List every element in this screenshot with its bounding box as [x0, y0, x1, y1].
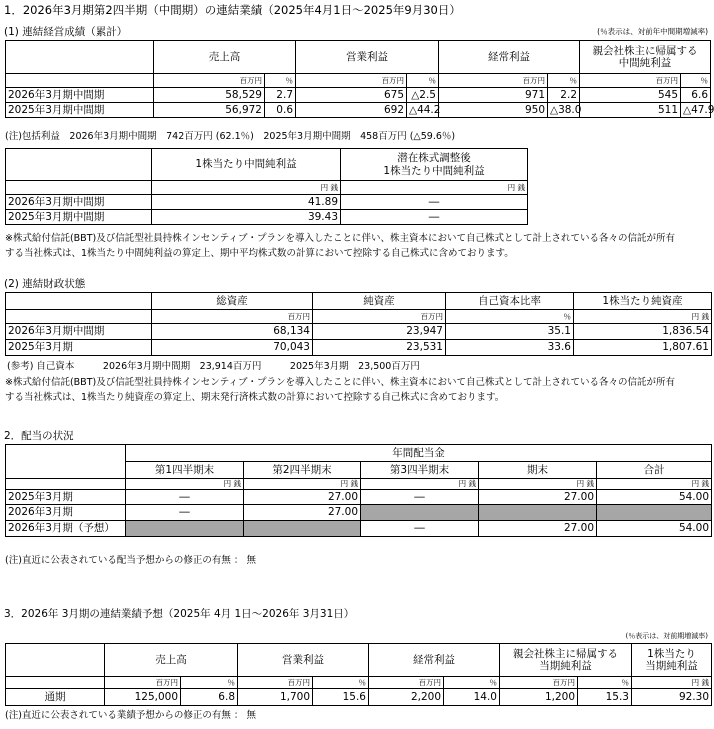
dividend-forecast-note: (注)直近に公表されている配当予想からの修正の有無 ： 無	[5, 555, 256, 566]
header-sales: 売上高	[105, 644, 238, 677]
table-row: 2026年3月期中間期 41.89 ―	[6, 195, 528, 210]
forecast-title: 3．2026年 3月期の連結業績予想（2025年 4月 1日～2026年 3月31日）	[4, 608, 355, 620]
header-eps: 1株当たり 当期純利益	[632, 644, 712, 677]
forecast-table: 売上高 営業利益 経常利益 親会社株主に帰属する 当期純利益 1株当たり 当期純利益 百万円 ％ 百万円 ％ 百万円 ％ 百万円 ％ 円 銭 通期 125,000 6.8 1,700 15.6 2,200 14.0 1,200 15.3 92.30	[5, 643, 712, 706]
bps-note-line-2: する当社株式は、1株当たり純資産の算定上、期末発行済株式数の計算において控除する自己株式に含めております。	[5, 392, 505, 403]
eps-note-line-1: ※株式給付信託(BBT)及び信託型社員持株インセンティブ・プランを導入したことに伴い、株主資本において自己株式として計上されている各々の信託が所有	[5, 233, 675, 244]
bps-note-line-1: ※株式給付信託(BBT)及び信託型社員持株インセンティブ・プランを導入したことに伴い、株主資本において自己株式として計上されている各々の信託が所有	[5, 377, 675, 388]
forecast-percent-note: (％表示は、対前期増減率)	[625, 632, 708, 640]
eps-table: 1株当たり中間純利益 潜在株式調整後 1株当たり中間純利益 円 銭 円 銭 2026年3月期中間期 41.89 ― 2025年3月期中間期 39.43 ―	[5, 148, 528, 225]
table-row: 2026年3月期中間期 68,134 23,947 35.1 1,836.54	[6, 324, 712, 340]
financial-position-subtitle: (2) 連結財政状態	[4, 278, 86, 290]
table-row: 2026年3月期 ― 27.00	[6, 505, 712, 521]
equity-reference-note: (参考) 自己資本 2026年3月期中間期 23,914百万円 2025年3月期 23,500百万円	[7, 361, 420, 372]
operating-results-subtitle: (1) 連結経営成績（累計）	[4, 26, 128, 38]
dividends-title: 2．配当の状況	[4, 430, 74, 442]
table-row: 通期 125,000 6.8 1,700 15.6 2,200 14.0 1,200 15.3 92.30	[6, 689, 712, 706]
section-1-title: 1．2026年3月期第2四半期（中間期）の連結業績（2025年4月1日～2025年9月30日）	[4, 3, 461, 17]
operating-results-table: 売上高 営業利益 経常利益 親会社株主に帰属する 中間純利益 百万円 ％ 百万円 ％ 百万円 ％ 百万円 ％ 2026年3月期中間期 58,529 2.7 675 △2.5 971 2.2 545 6.6 2025年3月期中間期 56,972 0.6 692 △44.2 950 △38.0 511 △47.9	[5, 40, 711, 118]
header-diluted-eps: 潜在株式調整後 1株当たり中間純利益	[341, 149, 528, 181]
header-total-assets: 総資産	[152, 293, 313, 310]
table-row: 2025年3月期中間期 39.43 ―	[6, 210, 528, 225]
header-operating-income: 営業利益	[296, 41, 439, 74]
header-eps: 1株当たり中間純利益	[152, 149, 341, 181]
header-ordinary-income: 経常利益	[369, 644, 500, 677]
header-bps: 1株当たり純資産	[574, 293, 712, 310]
percent-note: (％表示は、対前年中間期増減率)	[597, 27, 708, 36]
header-q2: 第2四半期末	[244, 462, 361, 479]
table-row: 2026年3月期（予想） ― 27.00 54.00	[6, 521, 712, 537]
header-equity-ratio: 自己資本比率	[446, 293, 574, 310]
header-net-assets: 純資産	[313, 293, 446, 310]
table-row: 2026年3月期中間期 58,529 2.7 675 △2.5 971 2.2 545 6.6	[6, 88, 711, 103]
dividends-table: 年間配当金 第1四半期末 第2四半期末 第3四半期末 期末 合計 円 銭 円 銭 円 銭 円 銭 円 銭 2025年3月期 ― 27.00 ― 27.00 54.00 2026年3月期 ― 27.00 2026年3月期（予想） ― 27.00 54.00	[5, 444, 712, 537]
header-annual-dividend: 年間配当金	[126, 445, 712, 462]
earnings-forecast-note: (注)直近に公表されている業績予想からの修正の有無 ： 無	[5, 710, 256, 721]
financial-position-table: 総資産 純資産 自己資本比率 1株当たり純資産 百万円 百万円 ％ 円 銭 2026年3月期中間期 68,134 23,947 35.1 1,836.54 2025年3月期 70,043 23,531 33.6 1,807.61	[5, 292, 712, 356]
header-ordinary-income: 経常利益	[439, 41, 580, 74]
header-sales: 売上高	[154, 41, 296, 74]
table-row: 2025年3月期 ― 27.00 ― 27.00 54.00	[6, 490, 712, 505]
header-net-income: 親会社株主に帰属する 中間純利益	[580, 41, 711, 74]
comprehensive-income-note: (注)包括利益 2026年3月期中間期 742百万円 (62.1％) 2025年3月期中間期 458百万円 (△59.6％)	[5, 131, 456, 142]
table-row: 2025年3月期中間期 56,972 0.6 692 △44.2 950 △38.0 511 △47.9	[6, 103, 711, 118]
header-q3: 第3四半期末	[361, 462, 479, 479]
table-row: 2025年3月期 70,043 23,531 33.6 1,807.61	[6, 340, 712, 356]
header-q1: 第1四半期末	[126, 462, 244, 479]
header-net-income: 親会社株主に帰属する 当期純利益	[500, 644, 632, 677]
header-operating-income: 営業利益	[238, 644, 369, 677]
eps-note-line-2: する当社株式は、1株当たり中間純利益の算定上、期中平均株式数の計算において控除する自己株式に含めております。	[5, 248, 514, 259]
header-year-end: 期末	[479, 462, 597, 479]
header-total: 合計	[597, 462, 712, 479]
